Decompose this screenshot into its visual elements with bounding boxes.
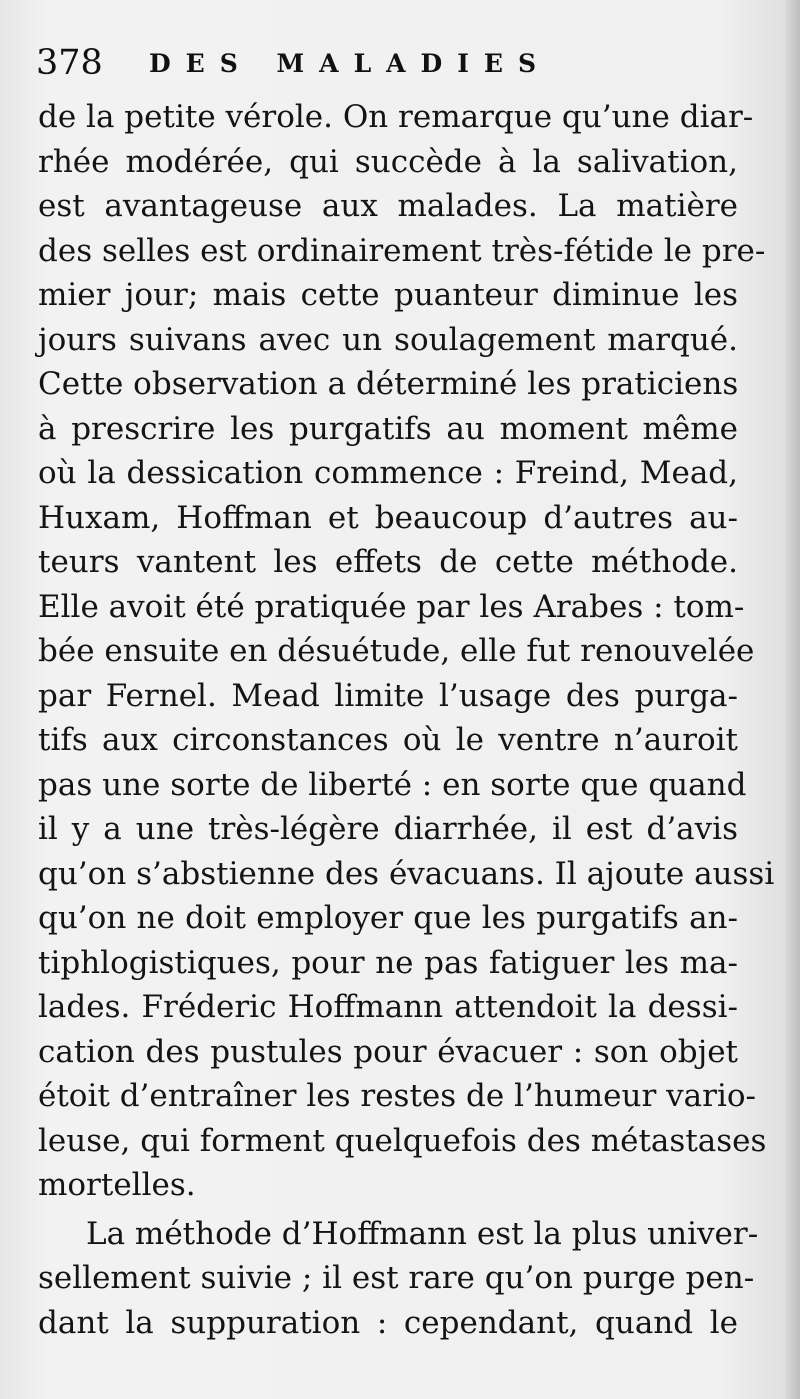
text-line: de la petite vérole. On remarque qu’une diar- xyxy=(38,99,754,135)
text-line: dant la suppuration : cependant, quand le xyxy=(38,1304,738,1341)
text-line: Huxam, Hoffman et beaucoup d’autres au- xyxy=(38,499,738,536)
running-title: DES MALADIES xyxy=(149,49,552,78)
text-line: rhée modérée, qui succède à la salivation, xyxy=(38,143,738,180)
text-line: qu’on s’abstienne des évacuans. Il ajoute aussi xyxy=(38,855,775,892)
text-line: tifs aux circonstances où le ventre n’auroit xyxy=(38,722,738,758)
text-line: il y a une très-légère diarrhée, il est d’avis xyxy=(38,811,738,847)
text-line: La méthode d’Hoffmann est la plus univer- xyxy=(86,1215,759,1252)
text-line: Elle avoit été pratiquée par les Arabes : tom- xyxy=(38,588,745,625)
text-line: mier jour; mais cette puanteur diminue les xyxy=(38,277,738,313)
paragraph-2 xyxy=(38,1212,759,1346)
page-header xyxy=(36,40,736,86)
page-number: 378 xyxy=(36,43,103,83)
text-line: bée ensuite en désuétude, elle fut renouvelée xyxy=(38,633,755,669)
text-line: jours suivans avec un soulagement marqué. xyxy=(38,321,738,358)
text-line: cation des pustules pour évacuer : son objet xyxy=(38,1033,738,1070)
text-line: qu’on ne doit employer que les purgatifs an- xyxy=(38,900,738,936)
paragraph-1 xyxy=(38,95,775,1208)
text-line: étoit d’entraîner les restes de l’humeur vario- xyxy=(38,1078,757,1114)
text-line: Cette observation a déterminé les praticiens xyxy=(38,366,739,402)
text-line: mortelles. xyxy=(38,1167,196,1203)
body-text xyxy=(38,95,775,1345)
text-line: est avantageuse aux malades. La matière xyxy=(38,188,738,224)
text-line: par Fernel. Mead limite l’usage des purga- xyxy=(38,677,738,714)
text-line: lades. Fréderic Hoffmann attendoit la dessi- xyxy=(38,989,738,1025)
page-edge-shadow xyxy=(786,0,800,1399)
text-line: sellement suivie ; il est rare qu’on purge pen- xyxy=(38,1260,755,1296)
text-line: pas une sorte de liberté : en sorte que quand xyxy=(38,766,747,803)
text-line: des selles est ordinairement très-fétide le pre- xyxy=(38,232,766,269)
text-line: où la dessication commence : Freind, Mead, xyxy=(38,455,738,491)
text-line: leuse, qui forment quelquefois des métastases xyxy=(38,1122,767,1159)
text-line: à prescrire les purgatifs au moment même xyxy=(38,410,738,447)
text-line: teurs vantent les effets de cette méthode. xyxy=(38,544,738,580)
text-line: tiphlogistiques, pour ne pas fatiguer les ma- xyxy=(38,944,738,981)
